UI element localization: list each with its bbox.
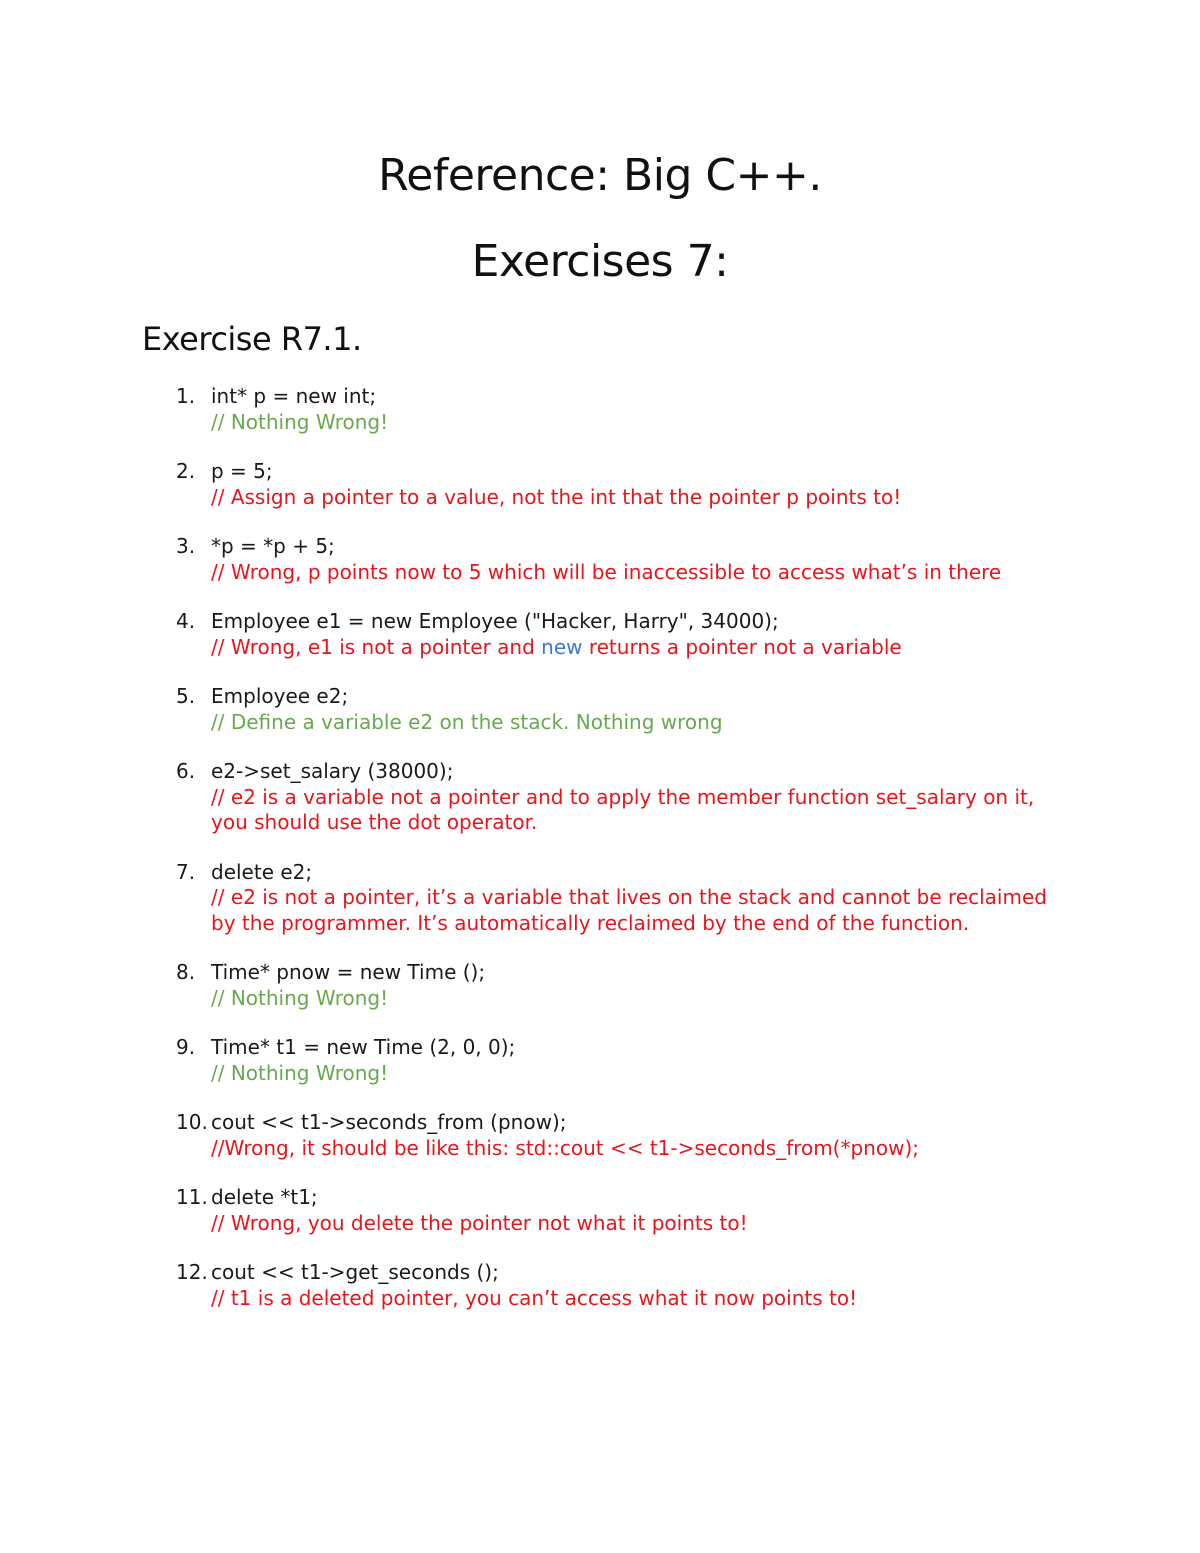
list-item xyxy=(0,1110,1061,1161)
code-line: delete e2; xyxy=(211,859,313,884)
comment-line: // Define a variable e2 on the stack. Nothing wrong xyxy=(211,709,723,734)
item-number: 8. xyxy=(176,960,196,984)
code-line: cout << t1->seconds_from (pnow); xyxy=(211,1110,567,1134)
comment-line: // Wrong, you delete the pointer not what it points to! xyxy=(211,1210,748,1235)
comment-line: // e2 is not a pointer, it’s a variable that lives on the stack and cannot be reclaimed by the programmer. It’s automatically reclaimed by the end of the function. xyxy=(211,885,1047,935)
item-number: 1. xyxy=(176,384,196,408)
code-line: Employee e2; xyxy=(211,684,349,708)
list-item xyxy=(0,384,1061,435)
item-number: 2. xyxy=(176,459,196,483)
list-item xyxy=(0,684,1061,735)
comment-line: //Wrong, it should be like this: std::cout << t1->seconds_from(*pnow); xyxy=(211,1135,919,1160)
comment-line: // Nothing Wrong! xyxy=(211,985,389,1010)
reference-title: Reference: Big C++. xyxy=(378,150,822,201)
comment-line: // t1 is a deleted pointer, you can’t access what it now points to! xyxy=(211,1285,858,1310)
item-number: 9. xyxy=(176,1035,196,1059)
list-item xyxy=(0,960,1061,1011)
list-item xyxy=(0,860,1061,937)
list-item xyxy=(0,759,1061,836)
code-line: Employee e1 = new Employee ("Hacker, Harry", 34000); xyxy=(211,609,779,633)
comment-text-after: returns a pointer not a variable xyxy=(582,634,902,659)
list-item xyxy=(0,1260,1061,1311)
code-line: int* p = new int; xyxy=(211,384,377,408)
comment-line: // e2 is a variable not a pointer and to apply the member function set_salary on it, you should use the dot operator. xyxy=(211,784,1035,834)
new-keyword: new xyxy=(541,634,583,659)
item-number: 7. xyxy=(176,859,196,884)
code-line: Time* t1 = new Time (2, 0, 0); xyxy=(211,1035,516,1059)
code-line: *p = *p + 5; xyxy=(211,534,335,558)
list-item xyxy=(0,459,1061,510)
comment-line xyxy=(211,635,1061,661)
item-number: 3. xyxy=(176,534,196,558)
list-item xyxy=(0,534,1061,585)
comment-line: // Wrong, p points now to 5 which will be inaccessible to access what’s in there xyxy=(211,559,1002,584)
item-number: 4. xyxy=(176,609,196,633)
exercise-list xyxy=(0,384,1200,1335)
code-line: Time* pnow = new Time (); xyxy=(211,960,486,984)
exercises-title: Exercises 7: xyxy=(471,236,729,287)
code-line: delete *t1; xyxy=(211,1185,318,1209)
item-number: 12. xyxy=(176,1260,208,1284)
list-item xyxy=(0,1035,1061,1086)
comment-line: // Nothing Wrong! xyxy=(211,409,389,434)
comment-line: // Nothing Wrong! xyxy=(211,1060,389,1085)
code-line: cout << t1->get_seconds (); xyxy=(211,1260,499,1284)
item-number: 5. xyxy=(176,684,196,708)
code-line: p = 5; xyxy=(211,459,273,483)
list-item xyxy=(0,609,1061,660)
item-number: 10. xyxy=(176,1110,208,1134)
item-number: 11. xyxy=(176,1185,208,1209)
code-line: e2->set_salary (38000); xyxy=(211,759,454,783)
item-number: 6. xyxy=(176,759,196,783)
list-item xyxy=(0,1185,1061,1236)
section-heading: Exercise R7.1. xyxy=(142,320,362,358)
comment-text-before: // Wrong, e1 is not a pointer and xyxy=(211,634,542,659)
comment-line: // Assign a pointer to a value, not the int that the pointer p points to! xyxy=(211,484,902,509)
